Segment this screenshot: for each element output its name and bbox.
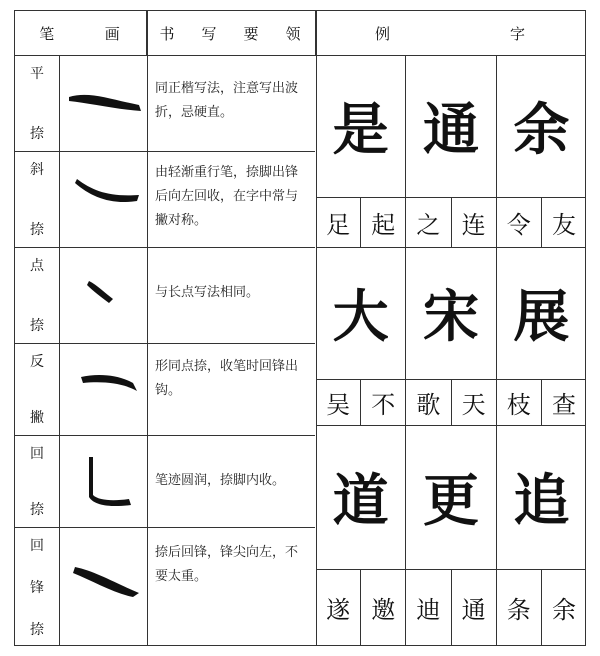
method-text: 捺后回锋，锋尖向左，不要太重。 <box>155 545 299 584</box>
example-char-large: 展 <box>513 284 570 350</box>
method-text: 形同点捺，收笔时回锋出钩。 <box>155 359 299 398</box>
example-char-large: 余 <box>513 97 570 163</box>
example-char-small: 枝 <box>497 379 542 425</box>
example-char-large: 更 <box>406 425 496 569</box>
header-method-char: 写 <box>201 24 219 43</box>
header-stroke <box>15 11 147 55</box>
example-char-small: 令 <box>497 197 542 247</box>
example-char-small: 起 <box>361 197 406 247</box>
stroke-name-char: 捺 <box>30 318 44 334</box>
example-char-large: 通 <box>406 55 496 197</box>
stroke-name-char: 回 <box>30 538 44 554</box>
stroke-name-fan-pie <box>15 343 59 435</box>
stroke-name-ping-na <box>15 55 59 151</box>
stroke-reference-table <box>14 10 586 646</box>
example-large-row <box>316 425 586 569</box>
example-char-small: 查 <box>551 390 576 419</box>
stroke-name-char: 平 <box>30 66 44 82</box>
stroke-name-char: 撇 <box>30 410 44 426</box>
example-char-large: 宋 <box>406 247 496 379</box>
example-char-small: 友 <box>551 210 576 239</box>
example-char-small: 天 <box>452 379 497 425</box>
example-small-row <box>316 569 586 645</box>
example-small-row <box>316 197 586 247</box>
header-method-char: 要 <box>243 24 261 43</box>
header-examples <box>316 11 586 55</box>
example-small-row <box>316 379 586 425</box>
stroke-sample-xie-na <box>59 151 147 247</box>
header-stroke-char: 笔 <box>39 24 57 43</box>
stroke-name-char: 捺 <box>30 502 44 518</box>
stroke-name-hui-feng-na <box>15 527 59 647</box>
example-char-small: 吴 <box>316 379 361 425</box>
stroke-name-dian-na <box>15 247 59 343</box>
example-char-small: 歌 <box>406 379 451 425</box>
stroke-name-char: 捺 <box>30 622 44 638</box>
header-stroke-char: 画 <box>104 24 122 43</box>
header-method <box>147 11 316 55</box>
example-char-large: 是 <box>316 55 406 197</box>
stroke-sample-hui-feng-na <box>59 527 147 647</box>
method-text: 与长点写法相同。 <box>155 285 260 300</box>
example-char-large: 道 <box>316 425 406 569</box>
example-char-small: 条 <box>497 569 542 645</box>
stroke-name-char: 捺 <box>30 126 44 142</box>
divider <box>147 11 148 645</box>
stroke-name-char: 反 <box>30 354 44 370</box>
example-large-row <box>316 55 586 197</box>
example-char-small: 遂 <box>316 569 361 645</box>
example-char-large: 大 <box>316 247 406 379</box>
method-text: 由轻渐重行笔，捺脚出锋后向左回收，在字中常与撇对称。 <box>155 165 299 228</box>
stroke-sample-dian-na <box>59 247 147 343</box>
method-text: 同正楷写法，注意写出波折，忌硬直。 <box>155 81 299 120</box>
example-char-large: 追 <box>513 468 570 534</box>
stroke-name-char: 回 <box>30 446 44 462</box>
header-method-char: 领 <box>285 24 303 43</box>
example-char-small: 通 <box>452 569 497 645</box>
example-char-small: 迪 <box>406 569 451 645</box>
stroke-name-char: 锋 <box>30 580 44 596</box>
example-char-small: 不 <box>361 379 406 425</box>
example-large-row <box>316 247 586 379</box>
example-char-small: 余 <box>551 595 576 624</box>
stroke-name-char: 捺 <box>30 222 44 238</box>
header-examples-char: 例 <box>374 24 392 43</box>
stroke-name-xie-na <box>15 151 59 247</box>
stroke-sample-hui-na <box>59 435 147 527</box>
stroke-sample-ping-na <box>59 55 147 151</box>
stroke-name-char: 点 <box>30 258 44 274</box>
example-char-small: 之 <box>406 197 451 247</box>
example-char-small: 连 <box>452 197 497 247</box>
method-text: 笔迹圆润，捺脚内收。 <box>155 473 286 488</box>
example-char-small: 邀 <box>361 569 406 645</box>
stroke-name-char: 斜 <box>30 162 44 178</box>
header-method-char: 书 <box>159 24 177 43</box>
header-examples-char: 字 <box>509 24 527 43</box>
stroke-name-hui-na <box>15 435 59 527</box>
stroke-sample-fan-pie <box>59 343 147 435</box>
example-char-small: 足 <box>316 197 361 247</box>
